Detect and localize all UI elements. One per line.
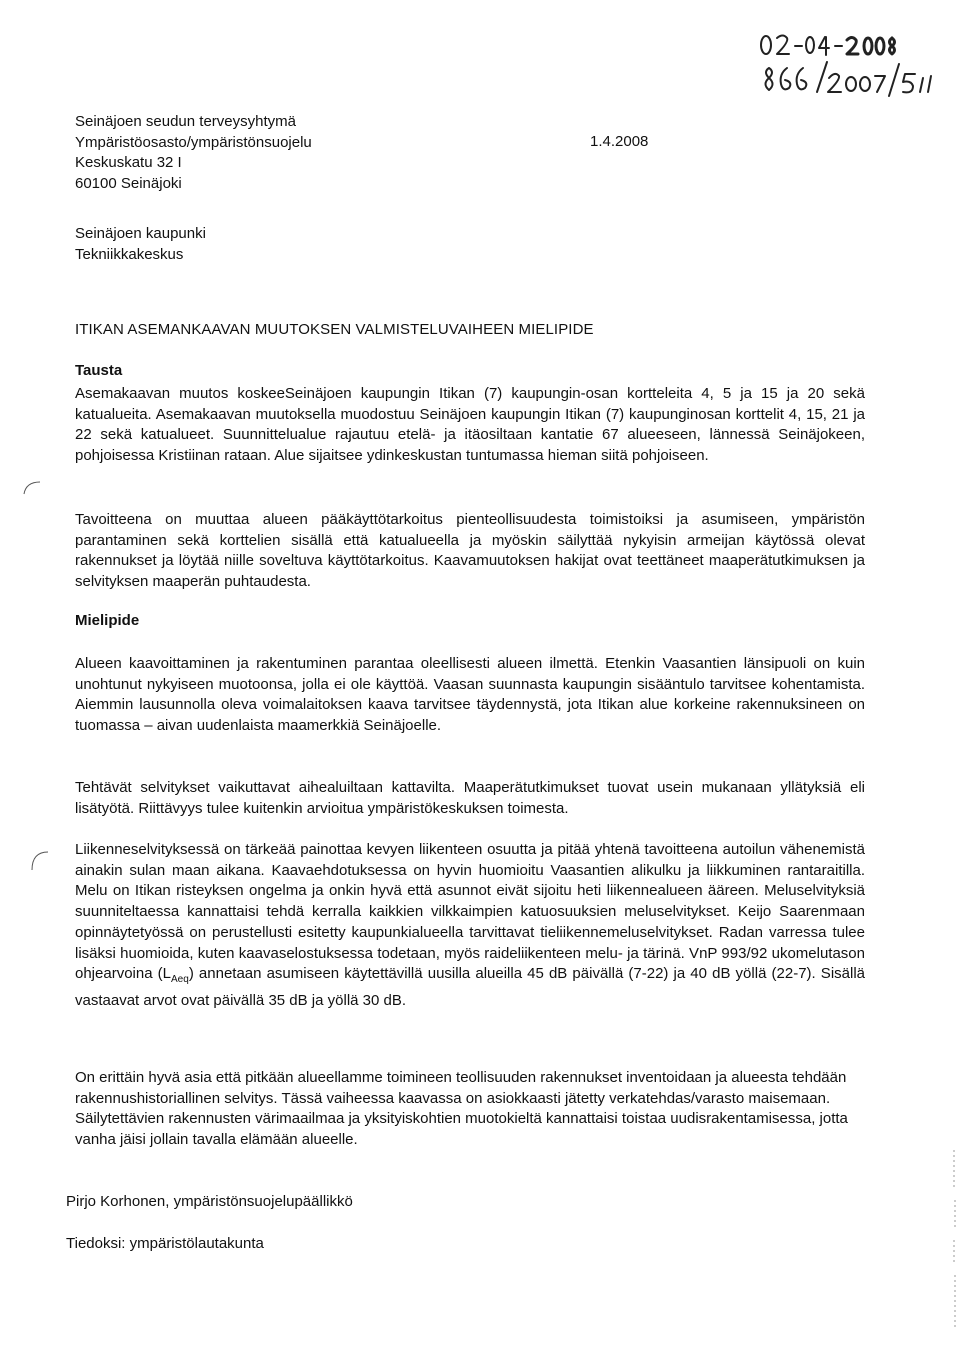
punch-hole-mark-upper	[20, 476, 42, 496]
tausta-paragraph-1: Asemakaavan muutos koskeeSeinäjoen kaupungin Itikan (7) kaupungin-osan kortteleita 4, 5 ja 15 ja 20 sekä katualueita. Asemakaavan muutoksella muodostuu Seinäjoen kaupungin Itikan (7) kaupunginosan korttelit 4, 15, 21 ja 22 sekä katualueet. Suunnittelualue rajautuu etelä- ja itäosiltaan kantatie 67 alueeseen, lännessä Seinäjokeen, pohjoisessa Kristiinan rataan. Alue sijaitsee ydinkeskustan tuntumassa hieman siitä pohjoiseen.	[75, 385, 865, 465]
recipient-line-2: Tekniikkakeskus	[75, 245, 184, 263]
section-heading-tausta: Tausta	[75, 362, 123, 379]
sender-line-4: 60100 Seinäjoki	[75, 174, 182, 192]
sender-line-2: Ympäristöosasto/ympäristönsuojelu	[75, 133, 312, 151]
recipient-line-1: Seinäjoen kaupunki	[75, 225, 206, 242]
sender-line-3: Keskuskatu 32 I	[75, 154, 182, 171]
mielipide-paragraph-1: Alueen kaavoittaminen ja rakentuminen parantaa oleellisesti alueen ilmettä. Etenkin Vaasantien länsipuoli on kuin unohtunut nykyiseen muotoonsa, jolla ei ole käyttöä. Vaasan suunnasta kaupungin sisääntulo tarvitsee kohentamista. Aiemmin lausunnolla oleva voimalaitoksen kaava tarvitsee täydennystä, jota Itikan alue korkeine rakennuksineen on tuomassa – aivan uudenlaista maamerkkiä Seinäjoelle.	[75, 655, 865, 735]
section-heading-mielipide: Mielipide	[75, 612, 140, 629]
signature-line: Pirjo Korhonen, ympäristönsuojelupäällikkö	[66, 1193, 353, 1210]
laeq-subscript: Aeq	[171, 974, 189, 986]
recipient-address	[75, 224, 206, 265]
paragraph-3-text-before: Liikenneselvityksessä on tärkeää painottaa kevyen liikenteen osuutta ja pitää yhtenä tavoitteena autoilun vähenemistä ainakin sulan maan aikana. Kaavaehdotuksessa on hyvin huomioitu Vaasantien alikulku ja liikkuminen rantaraitilla. Melu on Itikan risteyksen ongelma ja onkin hyvä että asunnot eivät sijoitu heti liikennealueen ääreen. Meluselvityksiä suunniteltaessa kannattaisi tehdä kerralla kaikkien vilkkaimpien katuosuuksien meluselvitykset. Keijo Saarenmaan opinnäytetyössä on perustellusti esitetty kaupunkialueella tarvittavat tieliikennemeluselvitykset. Radan varressa tulee lisäksi huomioida, kuten kaavaselostuksessa todetaan, myös raideliikenteen melu- ja tärinä. VnP 993/92 ukomelutason ohjearvoina (	[75, 841, 865, 983]
mielipide-paragraph-4: On erittäin hyvä asia että pitkään alueellamme toimineen teollisuuden rakennukset inventoidaan ja alueesta tehdään rakennushistoriallinen selvitys. Tässä vaiheessa kaavassa on asiokkaasti jätetty verkatehdas/varasto maisemaan. Säilytettävien rakennusten värimaailmaa ja yksityiskohtien muotokieltä kannattaisi toistaa uudisrakentamisessa, jotta vanha jäisi jollain tavalla elämään alueelle.	[75, 1069, 848, 1149]
document-title: ITIKAN ASEMANKAAVAN MUUTOKSEN VALMISTELUVAIHEEN MIELIPIDE	[75, 321, 594, 338]
sender-line-1: Seinäjoen seudun terveysyhtymä	[75, 113, 296, 130]
laeq-symbol: L	[162, 965, 172, 983]
letter-date: 1.4.2008	[590, 133, 649, 150]
tausta-paragraph-2: Tavoitteena on muuttaa alueen pääkäyttötarkoitus pienteollisuudesta toimistoiksi ja asumiseen, ympäristön parantaminen sekä korttelien sisällä että katualueella ja myöskin säilyttää nykyisin armeijan käytössä olevat rakennukset ja löytää niille soveltuva käyttötarkoitus. Kaavamuutoksen hakijat ovat teettäneet maaperätutkimuksen ja selvityksen maaperän puhtaudesta.	[75, 511, 865, 591]
scan-edge-noise	[953, 1150, 956, 1330]
cc-line: Tiedoksi: ympäristölautakunta	[66, 1235, 264, 1252]
mielipide-paragraph-3	[75, 840, 865, 1012]
sender-address	[75, 112, 312, 194]
registry-stamp	[755, 28, 935, 108]
punch-hole-mark-lower	[28, 842, 50, 872]
paragraph-3-text-after: ) annetaan asumiseen käytettävillä uusilla alueilla 45 dB päivällä (7-22) ja 40 dB yöllä (22-7). Sisällä vastaavat arvot ovat päivällä 35 dB ja yöllä 30 dB.	[75, 965, 865, 1009]
mielipide-paragraph-2: Tehtävät selvitykset vaikuttavat aihealuiltaan kattavilta. Maaperätutkimukset tuovat usein mukanaan yllätyksiä eli lisätyötä. Riittävyys tulee kuitenkin arvioitua ympäristökeskuksen toimesta.	[75, 779, 865, 817]
